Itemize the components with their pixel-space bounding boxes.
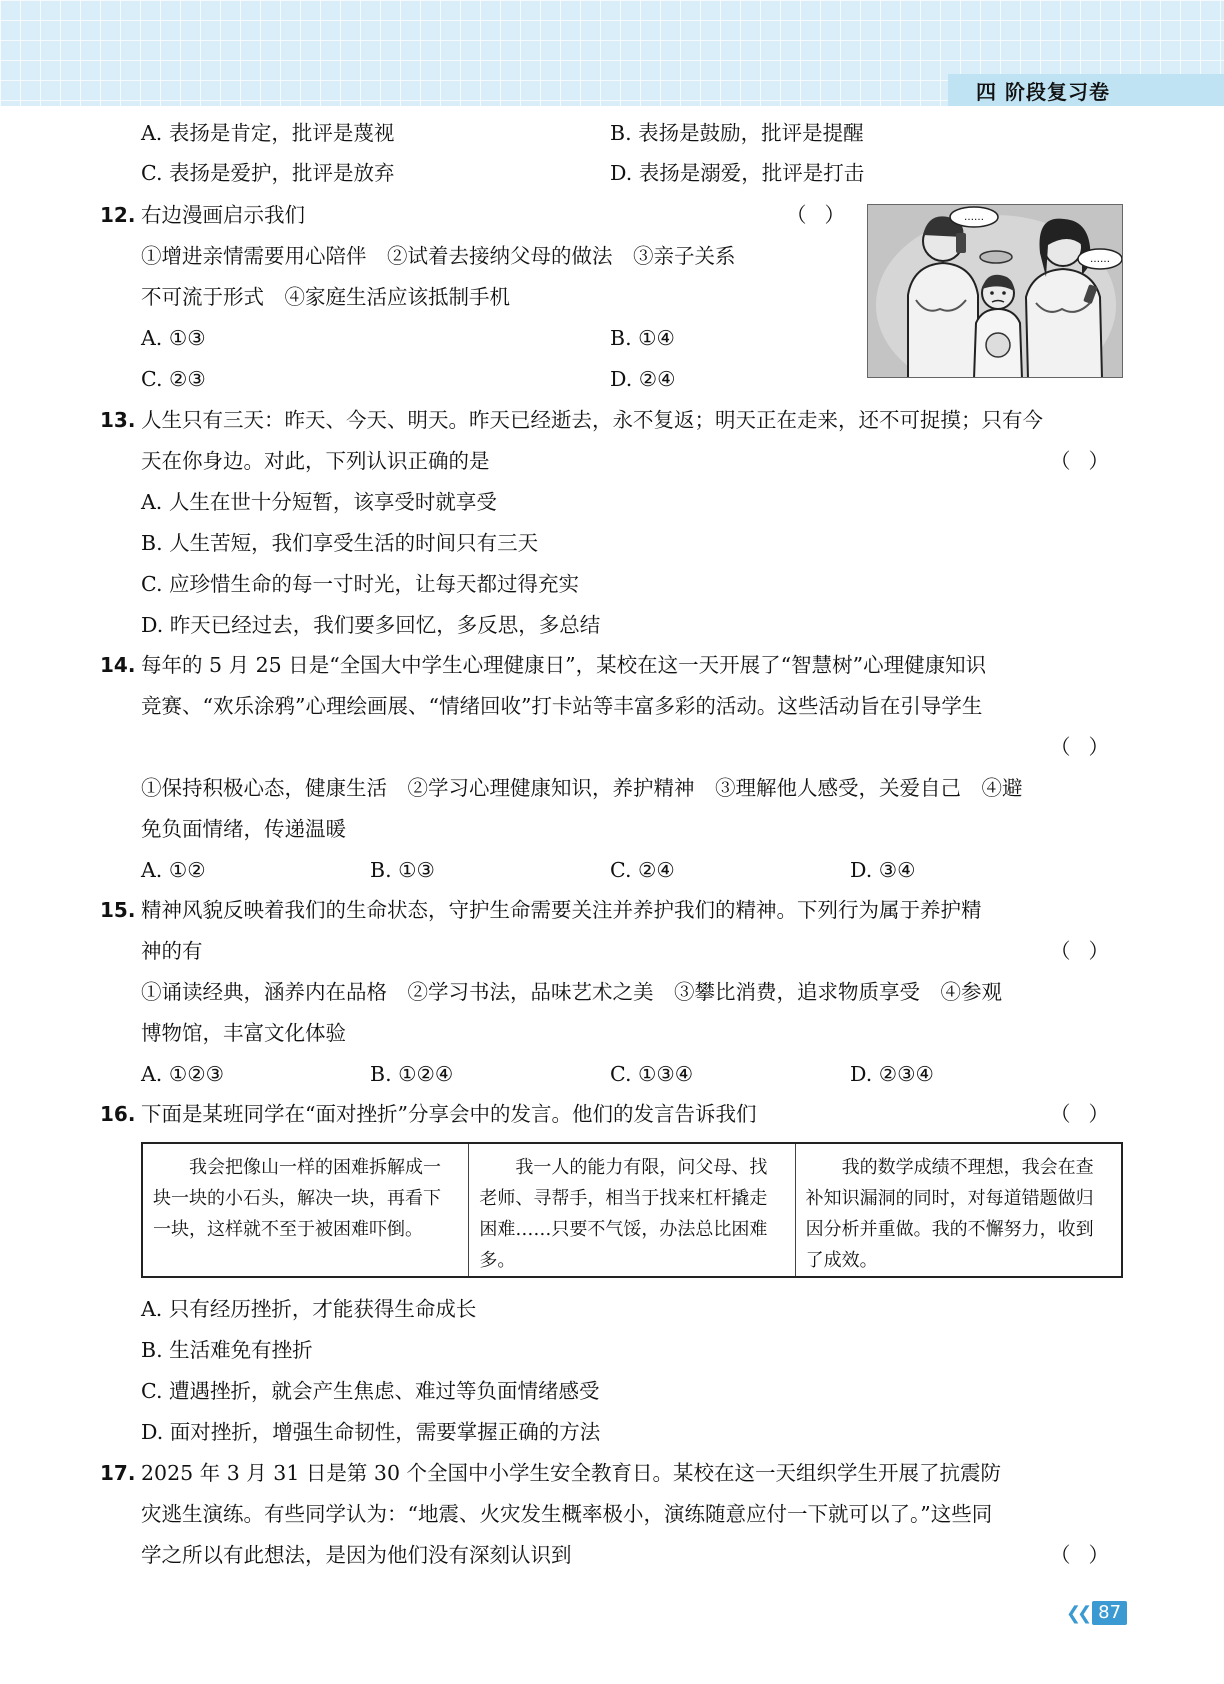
q15-option-c: C. ①③④ bbox=[610, 1062, 694, 1086]
speech-table bbox=[141, 1142, 1123, 1278]
q12-answer-paren: （） bbox=[786, 203, 863, 227]
q12-number: 12. bbox=[100, 203, 136, 227]
mother-bubble-text: …… bbox=[1090, 254, 1110, 265]
q12-statements-2: 不可流于形式 ④家庭生活应该抵制手机 bbox=[141, 285, 510, 309]
page-number bbox=[1066, 1600, 1122, 1626]
q17-stem-2: 灾逃生演练。有些同学认为：“地震、火灾发生概率极小，演练随意应付一下就可以了。”这些同 bbox=[141, 1502, 993, 1526]
q16-option-d: D. 面对挫折，增强生命韧性，需要掌握正确的方法 bbox=[141, 1420, 601, 1444]
q14-stem-2: 竞赛、“欢乐涂鸦”心理绘画展、“情绪回收”打卡站等丰富多彩的活动。这些活动旨在引导学生 bbox=[141, 694, 983, 718]
q15-answer-paren: （） bbox=[1050, 939, 1127, 963]
q15-stem-1: 精神风貌反映着我们的生命状态，守护生命需要关注并养护我们的精神。下列行为属于养护精 bbox=[141, 898, 982, 922]
q13-answer-paren: （） bbox=[1050, 449, 1127, 473]
q11-option-a: A. 表扬是肯定，批评是蔑视 bbox=[141, 121, 395, 145]
q17-stem-1: 2025 年 3 月 31 日是第 30 个全国中小学生安全教育日。某校在这一天组织学生开展了抗震防 bbox=[141, 1461, 1001, 1485]
father-bubble-text: …… bbox=[964, 212, 984, 223]
page-number-label: 87 bbox=[1092, 1601, 1127, 1625]
q11-option-b: B. 表扬是鼓励，批评是提醒 bbox=[610, 121, 864, 145]
q15-option-a: A. ①②③ bbox=[141, 1062, 224, 1086]
q13-stem-2: 天在你身边。对此，下列认识正确的是 bbox=[141, 449, 490, 473]
q15-statements-1: ①诵读经典，涵养内在品格 ②学习书法，品味艺术之美 ③攀比消费，追求物质享受 ④参观 bbox=[141, 980, 1002, 1004]
q13-option-b: B. 人生苦短，我们享受生活的时间只有三天 bbox=[141, 531, 539, 555]
q12-stem: 右边漫画启示我们 bbox=[141, 203, 305, 227]
q16-answer-paren: （） bbox=[1050, 1102, 1127, 1126]
speech-cell: 我的数学成绩不理想，我会在查补知识漏洞的同时，对每道错题做归因分析并重做。我的不懈努力，收到了成效。 bbox=[805, 1157, 1094, 1271]
q12-option-b: B. ①④ bbox=[610, 326, 675, 350]
q14-statements-2: 免负面情绪，传递温暖 bbox=[141, 817, 346, 841]
q15-option-d: D. ②③④ bbox=[850, 1062, 934, 1086]
q14-option-a: A. ①② bbox=[141, 858, 206, 882]
q15-option-b: B. ①②④ bbox=[370, 1062, 454, 1086]
q17-number: 17. bbox=[100, 1461, 136, 1485]
q12-option-c: C. ②③ bbox=[141, 367, 206, 391]
q12-option-a: A. ①③ bbox=[141, 326, 206, 350]
q15-statements-2: 博物馆，丰富文化体验 bbox=[141, 1021, 346, 1045]
q13-number: 13. bbox=[100, 408, 136, 432]
q14-option-d: D. ③④ bbox=[850, 858, 916, 882]
q13-option-d: D. 昨天已经过去，我们要多回忆，多反思，多总结 bbox=[141, 613, 601, 637]
q14-stem-1: 每年的 5 月 25 日是“全国大中学生心理健康日”，某校在这一天开展了“智慧树”心理健康知识 bbox=[141, 653, 987, 677]
cartoon-illustration bbox=[868, 205, 1123, 378]
q14-number: 14. bbox=[100, 653, 136, 677]
q16-option-c: C. 遭遇挫折，就会产生焦虑、难过等负面情绪感受 bbox=[141, 1379, 600, 1403]
q16-stem: 下面是某班同学在“面对挫折”分享会中的发言。他们的发言告诉我们 bbox=[141, 1102, 757, 1126]
q14-option-c: C. ②④ bbox=[610, 858, 675, 882]
q13-stem-1: 人生只有三天：昨天、今天、明天。昨天已经逝去，永不复返；明天正在走来，还不可捉摸；只有今 bbox=[141, 408, 1043, 432]
q15-number: 15. bbox=[100, 898, 136, 922]
q14-statements-1: ①保持积极心态，健康生活 ②学习心理健康知识，养护精神 ③理解他人感受，关爱自己 ④避 bbox=[141, 776, 1023, 800]
q13-option-a: A. 人生在世十分短暂，该享受时就享受 bbox=[141, 490, 497, 514]
q13-option-c: C. 应珍惜生命的每一寸时光，让每天都过得充实 bbox=[141, 572, 579, 596]
q12-statements-1: ①增进亲情需要用心陪伴 ②试着去接纳父母的做法 ③亲子关系 bbox=[141, 244, 736, 268]
speech-cell: 我一人的能力有限，问父母、找老师、寻帮手，相当于找来杠杆撬走困难……只要不气馁，办法总比困难多。 bbox=[469, 1144, 795, 1276]
q16-number: 16. bbox=[100, 1102, 136, 1126]
section-title: 四 阶段复习卷 bbox=[948, 74, 1224, 106]
q17-stem-3: 学之所以有此想法，是因为他们没有深刻认识到 bbox=[141, 1543, 572, 1567]
family-phone-cartoon bbox=[867, 204, 1123, 378]
q17-answer-paren: （） bbox=[1050, 1543, 1127, 1567]
speech-cell: 我会把像山一样的困难拆解成一块一块的小石头，解决一块，再看下一块，这样就不至于被困难吓倒。 bbox=[143, 1144, 469, 1276]
q14-answer-paren: （） bbox=[1050, 735, 1127, 759]
q16-option-b: B. 生活难免有挫折 bbox=[141, 1338, 313, 1362]
q15-stem-2: 神的有 bbox=[141, 939, 203, 963]
q12-option-d: D. ②④ bbox=[610, 367, 676, 391]
q16-option-a: A. 只有经历挫折，才能获得生命成长 bbox=[141, 1297, 477, 1321]
q14-option-b: B. ①③ bbox=[370, 858, 435, 882]
q11-option-c: C. 表扬是爱护，批评是放弃 bbox=[141, 161, 395, 185]
q11-option-d: D. 表扬是溺爱，批评是打击 bbox=[610, 161, 865, 185]
chevron-left-icon: ❮❮ bbox=[1066, 1602, 1089, 1624]
